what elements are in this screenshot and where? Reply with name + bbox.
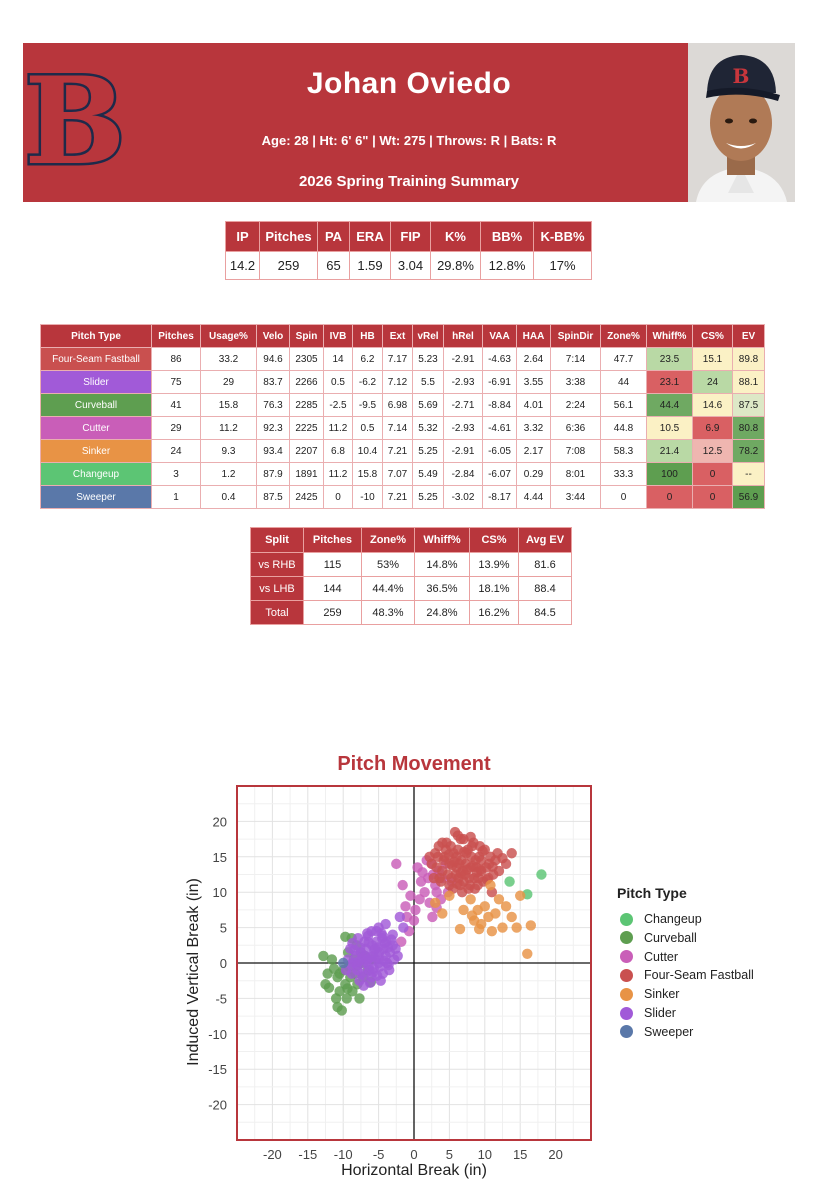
cs-cell: 15.1 bbox=[693, 348, 733, 371]
split-stat-cell: 13.9% bbox=[470, 553, 519, 577]
arsenal-stat-cell: 1.2 bbox=[201, 463, 257, 486]
arsenal-stat-cell: 58.3 bbox=[601, 440, 647, 463]
arsenal-stat-cell: -10 bbox=[353, 486, 383, 509]
arsenal-stat-cell: 8:01 bbox=[551, 463, 601, 486]
arsenal-stat-cell: 6.2 bbox=[353, 348, 383, 371]
split-stat-cell: 14.8% bbox=[415, 553, 470, 577]
arsenal-stat-cell: -2.93 bbox=[444, 371, 483, 394]
arsenal-header-cell: SpinDir bbox=[551, 325, 601, 348]
report-subtitle: 2026 Spring Training Summary bbox=[298, 173, 520, 190]
legend-marker-icon bbox=[620, 988, 633, 1001]
split-stat-cell: 48.3% bbox=[362, 601, 415, 625]
split-stat-cell: 144 bbox=[304, 577, 362, 601]
split-label-cell: Total bbox=[251, 601, 304, 625]
arsenal-stat-cell: 33.3 bbox=[601, 463, 647, 486]
x-tick-label: -5 bbox=[372, 1147, 385, 1162]
pitch-point bbox=[456, 868, 466, 878]
pitch-point bbox=[430, 898, 440, 908]
arsenal-stat-cell: 5.69 bbox=[413, 394, 444, 417]
arsenal-stat-cell: 11.2 bbox=[201, 417, 257, 440]
arsenal-stat-cell: 24 bbox=[152, 440, 201, 463]
x-tick-label: -10 bbox=[333, 1147, 353, 1162]
legend-item bbox=[620, 966, 754, 984]
legend-marker-icon bbox=[620, 1025, 633, 1038]
y-tick-label: 10 bbox=[212, 885, 227, 901]
arsenal-stat-cell: -2.71 bbox=[444, 394, 483, 417]
whiff-cell: 23.1 bbox=[647, 371, 693, 394]
y-tick-label: 0 bbox=[219, 956, 227, 971]
pitch-point bbox=[433, 852, 443, 862]
arsenal-stat-cell: -2.91 bbox=[444, 440, 483, 463]
pitch-point bbox=[487, 862, 497, 872]
x-tick-label: -15 bbox=[298, 1147, 318, 1162]
split-stat-cell: 81.6 bbox=[519, 553, 572, 577]
pitch-point bbox=[427, 912, 437, 922]
arsenal-stat-cell: 0.5 bbox=[324, 371, 353, 394]
pitch-point bbox=[410, 905, 420, 915]
pitch-point bbox=[398, 922, 408, 932]
ev-cell: 80.8 bbox=[733, 417, 765, 440]
arsenal-stat-cell: 2207 bbox=[290, 440, 324, 463]
arsenal-stat-cell: -6.05 bbox=[483, 440, 517, 463]
legend-item bbox=[620, 1023, 693, 1041]
player-bio: Age: 28 | Ht: 6' 6" | Wt: 275 | Throws: R | Bats: R bbox=[261, 133, 557, 148]
pitch-point bbox=[397, 880, 407, 890]
pitch-point bbox=[437, 837, 447, 847]
ev-cell: 89.8 bbox=[733, 348, 765, 371]
chart-title: Pitch Movement bbox=[337, 753, 491, 775]
x-tick-label: 10 bbox=[477, 1147, 493, 1162]
pitch-point bbox=[378, 931, 388, 941]
arsenal-stat-cell: 0.4 bbox=[201, 486, 257, 509]
arsenal-stat-cell: 2225 bbox=[290, 417, 324, 440]
arsenal-stat-cell: 3 bbox=[152, 463, 201, 486]
pitch-point bbox=[453, 830, 463, 840]
pitch-point bbox=[501, 901, 511, 911]
cs-cell: 0 bbox=[693, 463, 733, 486]
arsenal-stat-cell: 7.14 bbox=[383, 417, 413, 440]
pitch-point bbox=[480, 901, 490, 911]
pitch-point bbox=[465, 832, 475, 842]
split-stat-cell: 115 bbox=[304, 553, 362, 577]
pitch-point bbox=[383, 942, 393, 952]
arsenal-stat-cell: 11.2 bbox=[324, 463, 353, 486]
arsenal-stat-cell: 2266 bbox=[290, 371, 324, 394]
arsenal-stat-cell: 5.25 bbox=[413, 486, 444, 509]
arsenal-header-cell: Pitches bbox=[152, 325, 201, 348]
pitch-point bbox=[414, 894, 424, 904]
whiff-cell: 21.4 bbox=[647, 440, 693, 463]
arsenal-stat-cell: 2.17 bbox=[517, 440, 551, 463]
split-stat-cell: 18.1% bbox=[470, 577, 519, 601]
summary-header-cell: IP bbox=[226, 222, 260, 252]
arsenal-stat-cell: 3.32 bbox=[517, 417, 551, 440]
arsenal-header-cell: HB bbox=[353, 325, 383, 348]
arsenal-stat-cell: 6:36 bbox=[551, 417, 601, 440]
cs-cell: 0 bbox=[693, 486, 733, 509]
split-stat-cell: 44.4% bbox=[362, 577, 415, 601]
legend-label: Slider bbox=[644, 1006, 676, 1020]
arsenal-stat-cell: 86 bbox=[152, 348, 201, 371]
pitch-point bbox=[395, 912, 405, 922]
arsenal-stat-cell: 14 bbox=[324, 348, 353, 371]
pitch-point bbox=[507, 912, 517, 922]
arsenal-stat-cell: 83.7 bbox=[257, 371, 290, 394]
pitch-point bbox=[359, 980, 369, 990]
y-tick-label: 15 bbox=[212, 849, 227, 865]
arsenal-header-cell: Velo bbox=[257, 325, 290, 348]
arsenal-stat-cell: 1 bbox=[152, 486, 201, 509]
player-name: Johan Oviedo bbox=[306, 67, 512, 100]
arsenal-stat-cell: 3:44 bbox=[551, 486, 601, 509]
pitch-point bbox=[470, 883, 480, 893]
logo-letter: B bbox=[24, 51, 126, 192]
arsenal-header-cell: hRel bbox=[444, 325, 483, 348]
arsenal-stat-cell: 6.98 bbox=[383, 394, 413, 417]
pitch-point bbox=[522, 949, 532, 959]
pitch-point bbox=[474, 924, 484, 934]
arsenal-stat-cell: 10.4 bbox=[353, 440, 383, 463]
arsenal-header-cell: HAA bbox=[517, 325, 551, 348]
legend-marker-icon bbox=[620, 969, 633, 982]
pitch-type-cell: Cutter bbox=[41, 417, 152, 440]
summary-value-cell: 1.59 bbox=[350, 252, 391, 280]
summary-header-cell: PA bbox=[318, 222, 350, 252]
split-label-cell: vs RHB bbox=[251, 553, 304, 577]
arsenal-stat-cell: 3.55 bbox=[517, 371, 551, 394]
x-tick-label: 15 bbox=[512, 1147, 528, 1162]
arsenal-header-cell: CS% bbox=[693, 325, 733, 348]
summary-header-cell: ERA bbox=[350, 222, 391, 252]
arsenal-stat-cell: 56.1 bbox=[601, 394, 647, 417]
arsenal-stat-cell: 33.2 bbox=[201, 348, 257, 371]
arsenal-stat-cell: 9.3 bbox=[201, 440, 257, 463]
arsenal-stat-cell: 87.9 bbox=[257, 463, 290, 486]
arsenal-stat-cell: 7:14 bbox=[551, 348, 601, 371]
arsenal-stat-cell: -8.17 bbox=[483, 486, 517, 509]
arsenal-stat-cell: -4.61 bbox=[483, 417, 517, 440]
legend-item bbox=[620, 948, 678, 966]
pitch-point bbox=[409, 915, 419, 925]
arsenal-stat-cell: 3:38 bbox=[551, 371, 601, 394]
y-tick-label: -10 bbox=[208, 1026, 227, 1042]
split-stat-cell: 36.5% bbox=[415, 577, 470, 601]
summary-header-cell: K% bbox=[431, 222, 481, 252]
splits-header-cell: Split bbox=[251, 528, 304, 553]
arsenal-stat-cell: 15.8 bbox=[201, 394, 257, 417]
arsenal-stat-cell: 94.6 bbox=[257, 348, 290, 371]
arsenal-stat-cell: 92.3 bbox=[257, 417, 290, 440]
legend-marker-icon bbox=[620, 913, 633, 926]
pitch-point bbox=[455, 924, 465, 934]
arsenal-stat-cell: 7.21 bbox=[383, 440, 413, 463]
cap-letter: B bbox=[732, 64, 750, 88]
pitch-type-cell: Sinker bbox=[41, 440, 152, 463]
arsenal-stat-cell: 7.17 bbox=[383, 348, 413, 371]
pitch-point bbox=[465, 894, 475, 904]
splits-header-cell: Avg EV bbox=[519, 528, 572, 553]
summary-header-cell: Pitches bbox=[260, 222, 318, 252]
pitch-point bbox=[431, 862, 441, 872]
arsenal-header-cell: IVB bbox=[324, 325, 353, 348]
arsenal-stat-cell: 11.2 bbox=[324, 417, 353, 440]
pitch-point bbox=[376, 976, 386, 986]
pitch-point bbox=[458, 905, 468, 915]
x-tick-label: 5 bbox=[445, 1147, 454, 1162]
legend-label: Changeup bbox=[644, 912, 702, 926]
pitch-point bbox=[467, 910, 477, 920]
arsenal-stat-cell: 4.44 bbox=[517, 486, 551, 509]
summary-value-cell: 259 bbox=[260, 252, 318, 280]
pitch-point bbox=[353, 933, 363, 943]
arsenal-stat-cell: 29 bbox=[152, 417, 201, 440]
pitch-point bbox=[434, 873, 444, 883]
pitch-point bbox=[362, 928, 372, 938]
whiff-cell: 23.5 bbox=[647, 348, 693, 371]
arsenal-header-cell: Whiff% bbox=[647, 325, 693, 348]
split-stat-cell: 88.4 bbox=[519, 577, 572, 601]
arsenal-stat-cell: -2.91 bbox=[444, 348, 483, 371]
summary-value-cell: 65 bbox=[318, 252, 350, 280]
ev-cell: -- bbox=[733, 463, 765, 486]
ev-cell: 88.1 bbox=[733, 371, 765, 394]
whiff-cell: 0 bbox=[647, 486, 693, 509]
arsenal-header-cell: Usage% bbox=[201, 325, 257, 348]
arsenal-stat-cell: 0.29 bbox=[517, 463, 551, 486]
pitch-point bbox=[511, 922, 521, 932]
pitch-point bbox=[497, 922, 507, 932]
pitch-point bbox=[487, 926, 497, 936]
summary-header-cell: K-BB% bbox=[534, 222, 592, 252]
splits-header-cell: Pitches bbox=[304, 528, 362, 553]
arsenal-stat-cell: 15.8 bbox=[353, 463, 383, 486]
summary-value-cell: 3.04 bbox=[391, 252, 431, 280]
split-label-cell: vs LHB bbox=[251, 577, 304, 601]
arsenal-stat-cell: -6.2 bbox=[353, 371, 383, 394]
y-tick-label: -5 bbox=[215, 991, 227, 1007]
arsenal-stat-cell: 44 bbox=[601, 371, 647, 394]
pitch-point bbox=[318, 951, 328, 961]
x-tick-label: 20 bbox=[548, 1147, 563, 1162]
arsenal-header-cell: vRel bbox=[413, 325, 444, 348]
ev-cell: 56.9 bbox=[733, 486, 765, 509]
arsenal-stat-cell: 2285 bbox=[290, 394, 324, 417]
pitch-point bbox=[497, 853, 507, 863]
pitch-point bbox=[536, 869, 546, 879]
arsenal-stat-cell: 87.5 bbox=[257, 486, 290, 509]
split-stat-cell: 84.5 bbox=[519, 601, 572, 625]
arsenal-stat-cell: 7.07 bbox=[383, 463, 413, 486]
ev-cell: 87.5 bbox=[733, 394, 765, 417]
legend-item bbox=[620, 985, 679, 1003]
arsenal-stat-cell: 1891 bbox=[290, 463, 324, 486]
pitch-point bbox=[475, 864, 485, 874]
pitch-type-cell: Slider bbox=[41, 371, 152, 394]
y-tick-label: 5 bbox=[219, 920, 227, 936]
arsenal-header-cell: Ext bbox=[383, 325, 413, 348]
legend-label: Sweeper bbox=[644, 1024, 694, 1039]
arsenal-stat-cell: 2:24 bbox=[551, 394, 601, 417]
split-stat-cell: 16.2% bbox=[470, 601, 519, 625]
arsenal-stat-cell: 76.3 bbox=[257, 394, 290, 417]
x-tick-label: -20 bbox=[263, 1147, 282, 1162]
arsenal-stat-cell: 0 bbox=[601, 486, 647, 509]
split-stat-cell: 24.8% bbox=[415, 601, 470, 625]
split-stat-cell: 259 bbox=[304, 601, 362, 625]
arsenal-stat-cell: 44.8 bbox=[601, 417, 647, 440]
arsenal-stat-cell: 2305 bbox=[290, 348, 324, 371]
pitch-point bbox=[405, 891, 415, 901]
cs-cell: 6.9 bbox=[693, 417, 733, 440]
pitch-point bbox=[363, 937, 373, 947]
pitch-point bbox=[485, 880, 495, 890]
arsenal-stat-cell: 2.64 bbox=[517, 348, 551, 371]
legend-item bbox=[620, 910, 702, 928]
arsenal-stat-cell: 0.5 bbox=[353, 417, 383, 440]
summary-value-cell: 17% bbox=[534, 252, 592, 280]
pitch-point bbox=[459, 847, 469, 857]
pitch-point bbox=[380, 919, 390, 929]
arsenal-stat-cell: 75 bbox=[152, 371, 201, 394]
arsenal-stat-cell: -3.02 bbox=[444, 486, 483, 509]
arsenal-stat-cell: -2.5 bbox=[324, 394, 353, 417]
arsenal-stat-cell: 5.49 bbox=[413, 463, 444, 486]
legend-label: Four-Seam Fastball bbox=[644, 968, 754, 983]
arsenal-stat-cell: 0 bbox=[324, 486, 353, 509]
pitch-point bbox=[504, 876, 514, 886]
pitch-point bbox=[437, 908, 447, 918]
split-stat-cell: 53% bbox=[362, 553, 415, 577]
summary-value-cell: 12.8% bbox=[481, 252, 534, 280]
x-axis-label: Horizontal Break (in) bbox=[341, 1162, 487, 1179]
legend-label: Cutter bbox=[644, 949, 679, 964]
pitch-point bbox=[342, 983, 352, 993]
y-tick-label: 20 bbox=[212, 814, 227, 830]
pitch-point bbox=[526, 920, 536, 930]
x-tick-label: 0 bbox=[410, 1147, 418, 1162]
pitch-type-cell: Changeup bbox=[41, 463, 152, 486]
pitch-point bbox=[349, 945, 359, 955]
pitch-point bbox=[337, 1005, 347, 1015]
arsenal-header-cell: EV bbox=[733, 325, 765, 348]
legend-marker-icon bbox=[620, 931, 633, 944]
arsenal-stat-cell: -2.84 bbox=[444, 463, 483, 486]
pitch-point bbox=[417, 867, 427, 877]
pitch-point bbox=[324, 983, 334, 993]
arsenal-stat-cell: 29 bbox=[201, 371, 257, 394]
pitch-point bbox=[331, 993, 341, 1003]
pitch-point bbox=[373, 942, 383, 952]
arsenal-stat-cell: 5.32 bbox=[413, 417, 444, 440]
arsenal-stat-cell: -2.93 bbox=[444, 417, 483, 440]
splits-header-cell: CS% bbox=[470, 528, 519, 553]
whiff-cell: 10.5 bbox=[647, 417, 693, 440]
arsenal-stat-cell: 5.23 bbox=[413, 348, 444, 371]
arsenal-header-cell: Spin bbox=[290, 325, 324, 348]
y-tick-label: -20 bbox=[208, 1097, 227, 1113]
y-tick-label: -15 bbox=[208, 1062, 227, 1078]
pitch-point bbox=[507, 848, 517, 858]
pitch-point bbox=[443, 849, 453, 859]
arsenal-stat-cell: 5.25 bbox=[413, 440, 444, 463]
pitch-point bbox=[400, 901, 410, 911]
pitch-point bbox=[477, 846, 487, 856]
arsenal-stat-cell: 7:08 bbox=[551, 440, 601, 463]
legend-item bbox=[620, 1004, 676, 1022]
pitch-point bbox=[359, 971, 369, 981]
summary-value-cell: 14.2 bbox=[226, 252, 260, 280]
pitch-point bbox=[515, 891, 525, 901]
whiff-cell: 100 bbox=[647, 463, 693, 486]
arsenal-stat-cell: 5.5 bbox=[413, 371, 444, 394]
pitch-point bbox=[490, 908, 500, 918]
arsenal-stat-cell: 4.01 bbox=[517, 394, 551, 417]
splits-header-cell: Zone% bbox=[362, 528, 415, 553]
arsenal-stat-cell: -8.84 bbox=[483, 394, 517, 417]
arsenal-stat-cell: 6.8 bbox=[324, 440, 353, 463]
legend-marker-icon bbox=[620, 1007, 633, 1020]
legend-item bbox=[620, 929, 697, 947]
pitch-point bbox=[452, 879, 462, 889]
cs-cell: 24 bbox=[693, 371, 733, 394]
summary-header-cell: FIP bbox=[391, 222, 431, 252]
summary-header-cell: BB% bbox=[481, 222, 534, 252]
arsenal-stat-cell: -4.63 bbox=[483, 348, 517, 371]
pitch-point bbox=[391, 859, 401, 869]
pitch-type-cell: Four-Seam Fastball bbox=[41, 348, 152, 371]
arsenal-header-cell: Pitch Type bbox=[41, 325, 152, 348]
pitch-point bbox=[354, 993, 364, 1003]
arsenal-stat-cell: 7.21 bbox=[383, 486, 413, 509]
legend-title: Pitch Type bbox=[617, 885, 687, 901]
cs-cell: 12.5 bbox=[693, 440, 733, 463]
arsenal-stat-cell: 2425 bbox=[290, 486, 324, 509]
cs-cell: 14.6 bbox=[693, 394, 733, 417]
whiff-cell: 44.4 bbox=[647, 394, 693, 417]
pitch-type-cell: Curveball bbox=[41, 394, 152, 417]
ev-cell: 78.2 bbox=[733, 440, 765, 463]
arsenal-header-cell: Zone% bbox=[601, 325, 647, 348]
arsenal-stat-cell: 93.4 bbox=[257, 440, 290, 463]
legend-marker-icon bbox=[620, 950, 633, 963]
summary-value-cell: 29.8% bbox=[431, 252, 481, 280]
arsenal-stat-cell: 7.12 bbox=[383, 371, 413, 394]
pitch-point bbox=[444, 891, 454, 901]
arsenal-header-cell: VAA bbox=[483, 325, 517, 348]
arsenal-stat-cell: -6.07 bbox=[483, 463, 517, 486]
pitch-type-cell: Sweeper bbox=[41, 486, 152, 509]
splits-header-cell: Whiff% bbox=[415, 528, 470, 553]
arsenal-stat-cell: -9.5 bbox=[353, 394, 383, 417]
arsenal-stat-cell: -6.91 bbox=[483, 371, 517, 394]
pitch-point bbox=[373, 952, 383, 962]
y-axis-label: Induced Vertical Break (in) bbox=[185, 878, 202, 1066]
arsenal-stat-cell: 47.7 bbox=[601, 348, 647, 371]
pitch-point bbox=[338, 958, 348, 968]
legend-label: Sinker bbox=[644, 987, 680, 1002]
legend-label: Curveball bbox=[644, 930, 697, 945]
arsenal-stat-cell: 41 bbox=[152, 394, 201, 417]
